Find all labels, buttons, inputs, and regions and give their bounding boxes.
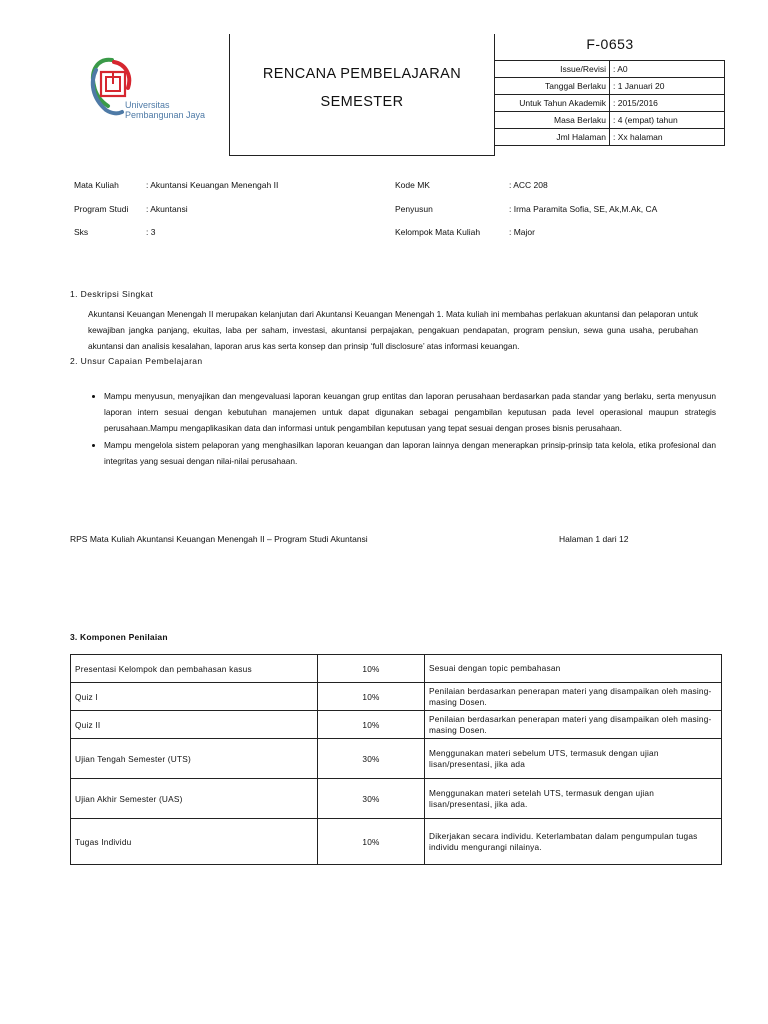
info-value-code: : ACC 208 [509,180,548,190]
course-description: Akuntansi Keuangan Menengah II merupakan kelanjutan dari Akuntansi Keuangan Menengah 1. Mata kuliah ini membahas perlakuan akuntansi dan pelaporan untuk kewajiban jangka panjang, ekuitas, laba per saham, investasi, akuntansi perpajakan, pengakuan pendapatan, program pensiun, sewa guna usaha, perubahan akuntansi dan analisis kesalahan, laporan arus kas serta konsep dan prinsip ‘full disclosure’ atas informasi keuangan. [88,309,698,352]
section-heading-assessment: 3. Komponen Penilaian [70,632,168,642]
meta-row [495,95,725,112]
header-bottom-line [229,155,495,156]
meta-value: : 4 (empat) tahun [610,112,725,129]
info-value-author: : Irma Paramita Sofia, SE, Ak,M.Ak, CA [509,204,658,214]
learning-outcomes-list [88,388,716,469]
meta-row [495,112,725,129]
page-footer-title: RPS Mata Kuliah Akuntansi Keuangan Menengah II – Program Studi Akuntansi [70,534,368,544]
university-name-line1: Universitas [125,100,170,110]
info-label-group: Kelompok Mata Kuliah [395,227,481,237]
meta-value: : A0 [610,61,725,78]
table-row [71,779,722,819]
assessment-component: Quiz I [71,683,318,711]
meta-row [495,61,725,78]
assessment-note: Penilaian berdasarkan penerapan materi yang disampaikan oleh masing-masing Dosen. [425,683,722,711]
assessment-note: Penilaian berdasarkan penerapan materi yang disampaikan oleh masing-masing Dosen. [425,711,722,739]
assessment-weight: 10% [318,655,425,683]
assessment-note: Dikerjakan secara individu. Keterlambatan dalam pengumpulan tugas individu mengurangi nilainya. [425,819,722,865]
assessment-note: Sesuai dengan topic pembahasan [425,655,722,683]
meta-label: Jml Halaman [495,129,610,146]
info-label-author: Penyusun [395,204,433,214]
assessment-weight: 10% [318,683,425,711]
document-title-line1: RENCANA PEMBELAJARAN [262,66,462,82]
assessment-weight: 10% [318,819,425,865]
info-label-course: Mata Kuliah [74,180,119,190]
meta-label: Issue/Revisi [495,61,610,78]
assessment-weight: 10% [318,711,425,739]
page-number: Halaman 1 dari 12 [559,534,629,544]
assessment-component: Ujian Akhir Semester (UAS) [71,779,318,819]
assessment-table [70,654,722,865]
assessment-component: Quiz II [71,711,318,739]
info-value-program: : Akuntansi [146,204,188,214]
assessment-component: Presentasi Kelompok dan pembahasan kasus [71,655,318,683]
info-label-sks: Sks [74,227,89,237]
info-value-group: : Major [509,227,535,237]
assessment-component: Ujian Tengah Semester (UTS) [71,739,318,779]
meta-label: Tanggal Berlaku [495,78,610,95]
document-meta-table [494,60,725,146]
info-value-sks: : 3 [146,227,156,237]
table-row [71,655,722,683]
table-row [71,711,722,739]
assessment-component: Tugas Individu [71,819,318,865]
info-label-code: Kode MK [395,180,430,190]
meta-label: Untuk Tahun Akademik [495,95,610,112]
meta-value: : 1 Januari 20 [610,78,725,95]
list-item: • Mampu mengelola sistem pelaporan yang menghasilkan laporan keuangan dan laporan lainnya dengan menerapkan prinsip-prinsip tata kelola, etika profesional dan integritas yang sesuai dengan nilai-nilai perusahaan. [104,437,716,469]
table-row [71,739,722,779]
meta-value: : Xx halaman [610,129,725,146]
table-row [71,683,722,711]
form-code: F-0653 [586,36,634,52]
assessment-note: Menggunakan materi sebelum UTS, termasuk dengan ujian lisan/presentasi, jika ada [425,739,722,779]
meta-label: Masa Berlaku [495,112,610,129]
document-title-line2: SEMESTER [320,94,404,110]
meta-value: : 2015/2016 [610,95,725,112]
assessment-note: Menggunakan materi setelah UTS, termasuk dengan ujian lisan/presentasi, jika ada. [425,779,722,819]
info-value-course: : Akuntansi Keuangan Menengah II [146,180,279,190]
section-heading-learning-outcomes: 2. Unsur Capaian Pembelajaran [70,356,203,366]
info-label-program: Program Studi [74,204,129,214]
assessment-weight: 30% [318,779,425,819]
assessment-weight: 30% [318,739,425,779]
section-heading-description: 1. Deskripsi Singkat [70,289,154,299]
table-row [71,819,722,865]
meta-row [495,78,725,95]
university-name-line2: Pembangunan Jaya [125,110,206,120]
meta-row [495,129,725,146]
list-item: • Mampu menyusun, menyajikan dan mengevaluasi laporan keuangan grup entitas dan laporan perusahaan berdasarkan pada standar yang berlaku, serta menyusun laporan intern sesuai dengan kebutuhan manajemen untuk dapat digunakan sebagai pengambilan keputusan pada level operasional maupun strategis perusahaan.Mampu mengaplikasikan data dan informasi untuk pengambilan keputusan yang tepat sesuai dengan proses bisnis perusahaan. [104,388,716,437]
